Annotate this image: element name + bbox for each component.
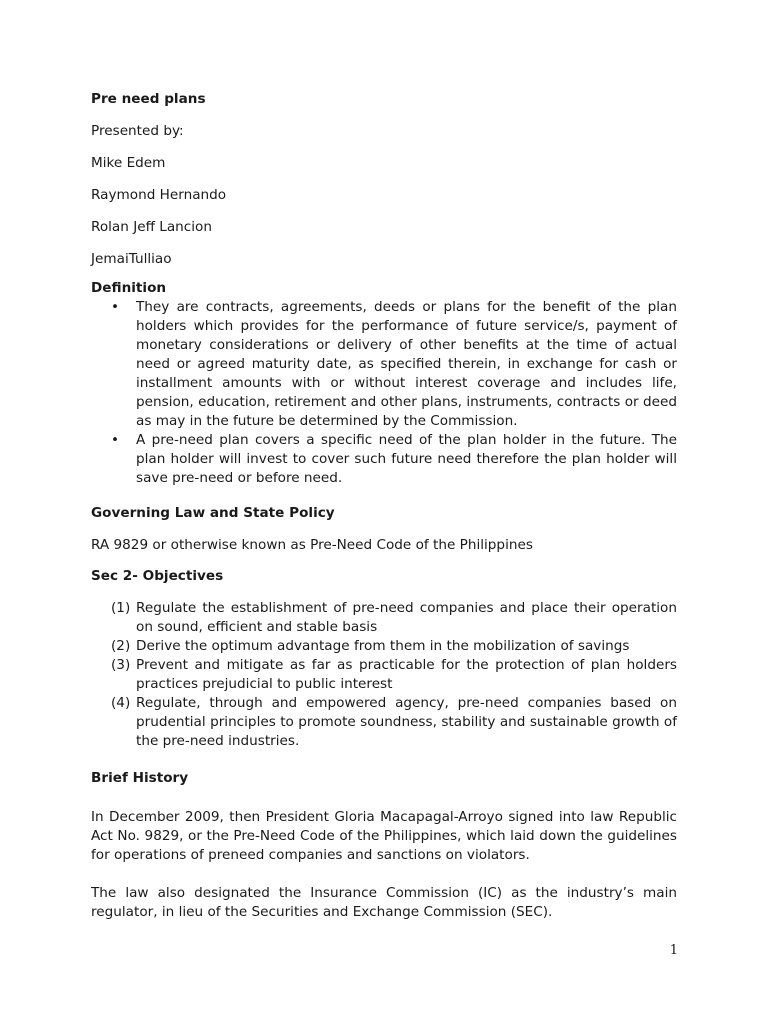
- objective-item: [91, 656, 677, 694]
- history-paragraph: The law also designated the Insurance Commission (IC) as the industry’s main regulator, in lieu of the Securities and Exchange Commission (SEC).: [91, 885, 677, 920]
- objectives-heading: Sec 2- Objectives: [91, 568, 224, 584]
- bullet-icon: •: [111, 299, 120, 315]
- objective-number: (4): [111, 695, 131, 711]
- page-number: 1: [669, 943, 678, 958]
- document-title: Pre need plans: [91, 91, 206, 107]
- definition-heading: Definition: [91, 280, 167, 296]
- objective-item: [91, 599, 677, 637]
- bullet-icon: •: [111, 432, 120, 448]
- presenter-name: JemaiTulliao: [91, 251, 172, 267]
- definition-bullet-text: They are contracts, agreements, deeds or plans for the benefit of the plan holders which provides for the performance of future service/s, payment of monetary considerations or delivery of other benefits at the time of actual need or agreed maturity date, as specified therein, in exchange for cash or installment amounts with or without interest coverage and includes life, pension, education, retirement and other plans, instruments, contracts or deed as may in the future be determined by the Commission.: [136, 299, 677, 429]
- history-paragraph: In December 2009, then President Gloria Macapagal-Arroyo signed into law Republic Act No. 9829, or the Pre-Need Code of the Philippines, which laid down the guidelines for operations of preneed companies and sanctions on violators.: [91, 809, 677, 863]
- governing-law-text: RA 9829 or otherwise known as Pre-Need Code of the Philippines: [91, 537, 533, 553]
- history-heading: Brief History: [91, 770, 189, 786]
- presenter-name: Raymond Hernando: [91, 187, 227, 203]
- definition-list: [91, 298, 677, 488]
- objective-text: Prevent and mitigate as far as practicable for the protection of plan holders practices prejudicial to public interest: [136, 657, 677, 692]
- document-body: [91, 90, 677, 922]
- objective-item: [91, 694, 677, 751]
- presented-by-label: Presented by:: [91, 123, 184, 139]
- objective-item: [91, 637, 677, 656]
- objective-text: Derive the optimum advantage from them in the mobilization of savings: [136, 638, 630, 654]
- governing-law-heading: Governing Law and State Policy: [91, 505, 335, 521]
- objective-text: Regulate, through and empowered agency, pre-need companies based on prudential principles to promote soundness, stability and sustainable growth of the pre-need industries.: [136, 695, 677, 749]
- objective-number: (1): [111, 600, 131, 616]
- objective-number: (2): [111, 638, 131, 654]
- presenter-name: Rolan Jeff Lancion: [91, 219, 212, 235]
- objective-text: Regulate the establishment of pre-need companies and place their operation on sound, efficient and stable basis: [136, 600, 677, 635]
- definition-bullet: [91, 431, 677, 488]
- objective-number: (3): [111, 657, 131, 673]
- definition-bullet: [91, 298, 677, 431]
- definition-bullet-text: A pre-need plan covers a specific need of the plan holder in the future. The plan holder will invest to cover such future need therefore the plan holder will save pre-need or before need.: [136, 432, 677, 486]
- presenter-name: Mike Edem: [91, 155, 166, 171]
- objectives-list: [91, 599, 677, 751]
